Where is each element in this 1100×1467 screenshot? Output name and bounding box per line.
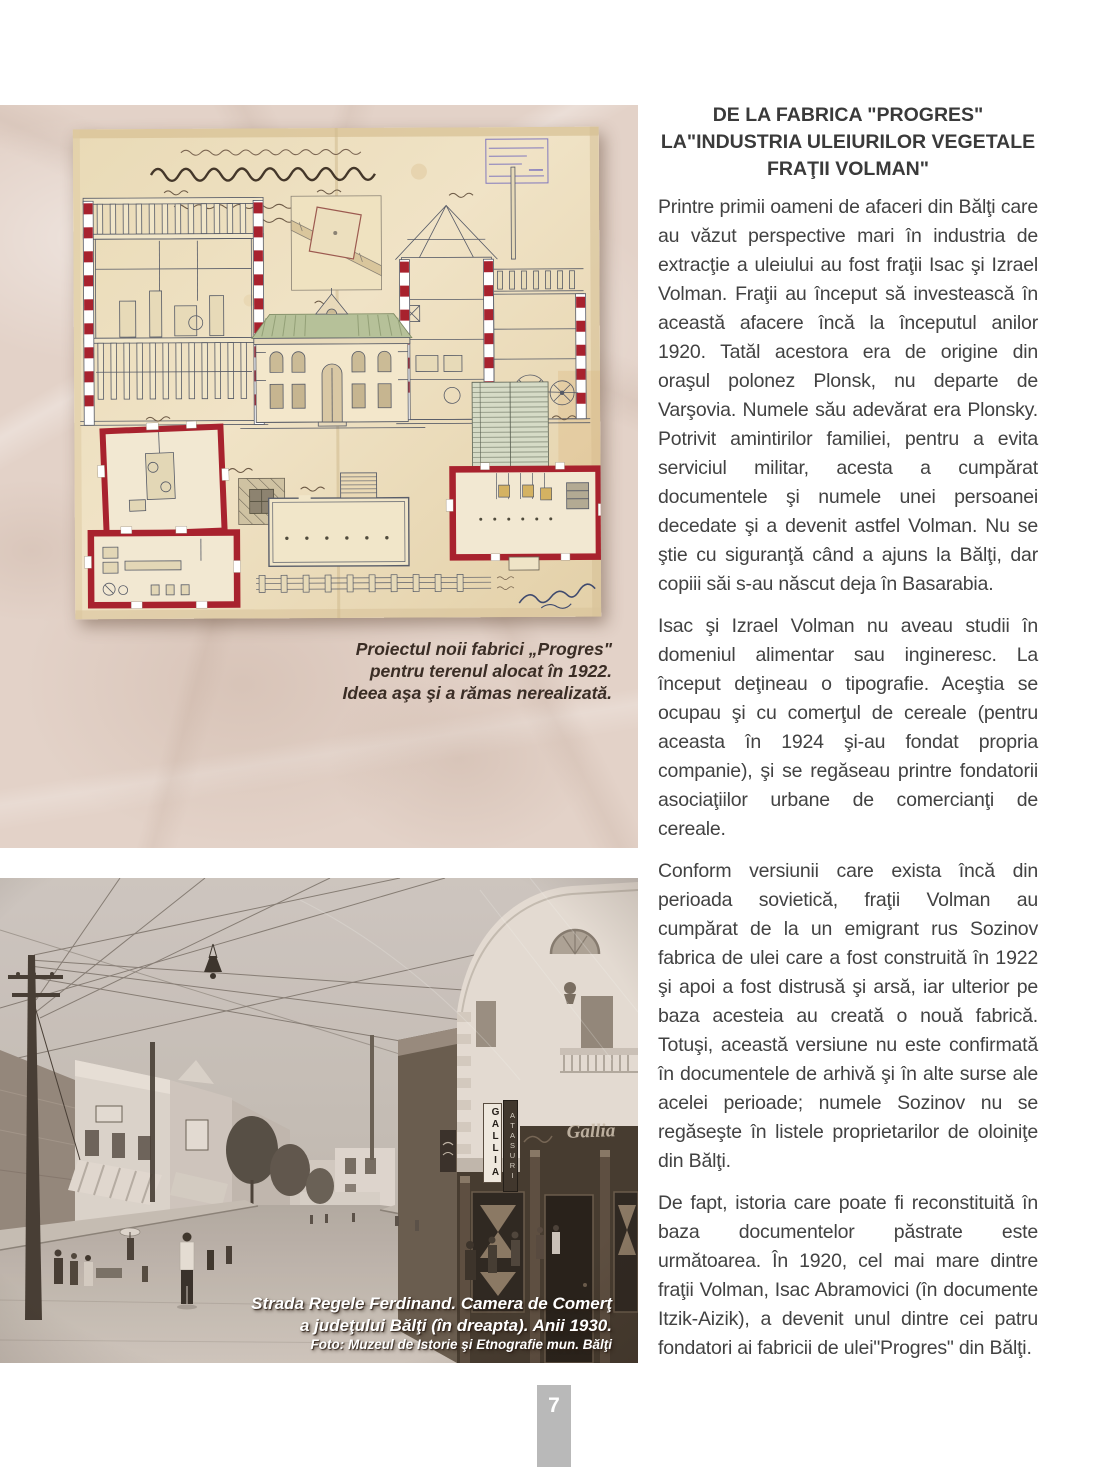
street-photo-figure — [0, 878, 638, 1363]
blueprint-image — [73, 127, 602, 620]
article-paragraph: Isac şi Izrael Volman nu aveau studii în domeniul alimentar sau ingineresc. La început deţineau o tipografie. Aceştia se ocupau şi cu comerţul de cereale (pentru aceasta în 1924 şi-au fondat propria companie), şi se regăseau printre fondatorii asociaţiilor urbane de comercianţi de cereale. — [658, 615, 1038, 840]
article-title — [658, 102, 1038, 183]
crumpled-paper-panel — [0, 105, 638, 848]
blueprint-caption-line: Ideea aşa şi a rămas nerealizată. — [342, 683, 612, 703]
article-paragraph: Printre primii oameni de afaceri din Bălţi care au văzut perspective mari în industria de extracţie a uleiului au fost fraţii Isac şi Izrael Volman. Fraţii au început să investească în această afacere încă la începutul anilor 1920. Tatăl acestora era de origine din oraşul polonez Plonsk, nu departe de Varşovia. Numele său adevărat era Plonsky. Potrivit amintirilor familiei, pentru a evita serviciul militar, acesta a cumpărat documentele şi numele unei persoanei decedate şi a devenit astfel Volman. Nu se ştie cu siguranţă când a ajuns la Bălţi, dar copiii săi s-au născut deja în Basarabia. — [658, 196, 1038, 595]
blueprint-caption-line: pentru terenul alocat în 1922. — [369, 661, 612, 681]
blueprint-figure — [73, 127, 602, 620]
article-title-line: DE LA FABRICA "PROGRES" — [712, 104, 984, 126]
article — [658, 102, 1038, 1376]
page-number-tab — [537, 1385, 571, 1467]
article-paragraph: Conform versiunii care exista încă din perioada sovietică, fraţii Volman au cumpărat de la un emigrant rus Sozinov fabrica de ulei care a fost construită în 1922 şi apoi a fost distrusă şi arsă, iar ulterior pe baza acesteia au creată o nouă fabrică. Totuşi, această versiune nu este confirmată în documentele de arhivă şi în alte surse ale acelei perioade; numele Sozinov nu se regăseşte în listele proprietarilor de oloiniţe din Bălţi. — [658, 860, 1038, 1172]
blueprint-caption-line: Proiectul noii fabrici „Progres" — [355, 639, 612, 659]
street-photo-image — [0, 878, 638, 1363]
article-title-line: LA"INDUSTRIA ULEIURILOR VEGETALE — [660, 131, 1036, 153]
article-paragraph: De fapt, istoria care poate fi reconstituită în baza documentelor păstrate este următoarea. În 1920, cel mai mare dintre fraţii Volman, Isac Abramovici (în documente Itzik-Aizik), a devenit unul dintre cei patru fondatori ai fabricii de ulei"Progres" din Bălţi. — [658, 1192, 1038, 1359]
atasuri-sign: ATASURI — [503, 1100, 518, 1192]
gallia-script-sign: Gallia — [566, 1120, 616, 1143]
blueprint-caption — [0, 638, 612, 704]
photo-credit: Foto: Muzeul de Istorie şi Etnografie mun. Bălţi — [310, 1337, 612, 1352]
article-title-line: FRAŢII VOLMAN" — [767, 158, 929, 180]
photo-caption — [251, 1293, 612, 1353]
gallia-sign: GALLIA — [483, 1103, 502, 1183]
photo-caption-line: Strada Regele Ferdinand. Camera de Comerţ — [251, 1294, 612, 1313]
page-number: 7 — [548, 1394, 560, 1417]
site-plan — [291, 190, 382, 290]
photo-caption-line: a judeţului Bălţi (în dreapta). Anii 1930. — [299, 1315, 612, 1335]
